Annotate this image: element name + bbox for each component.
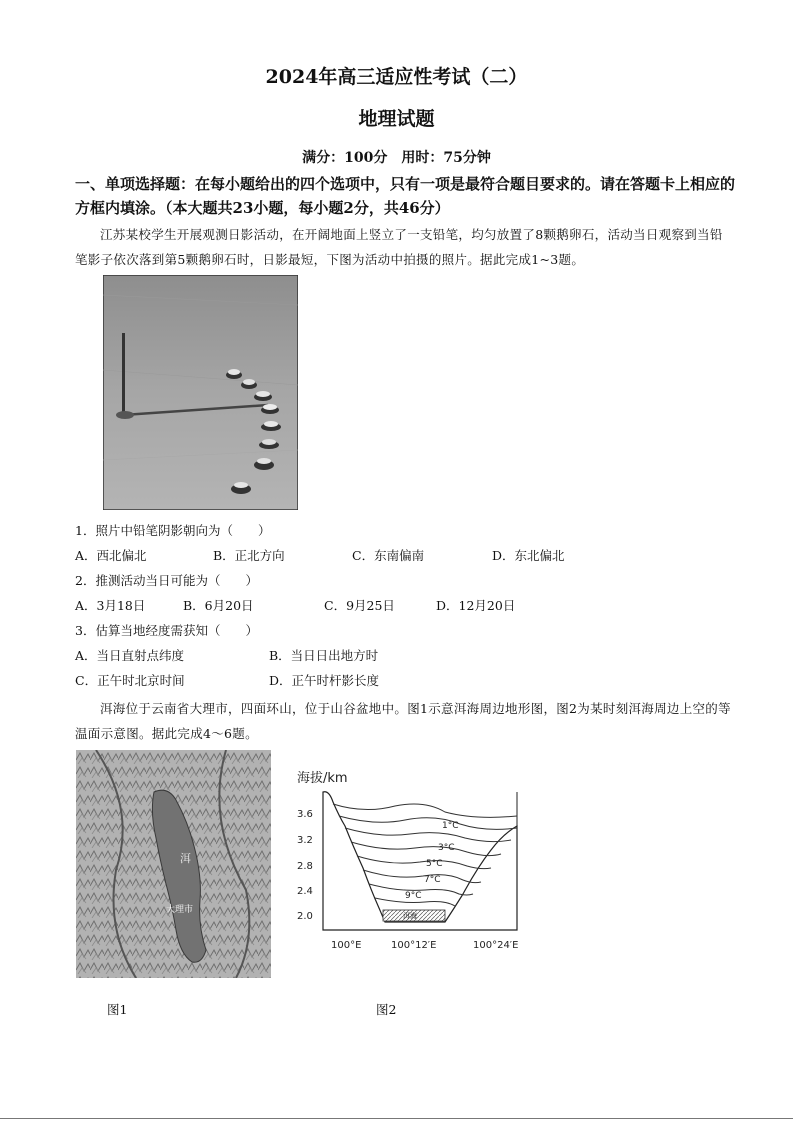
isotherm-label: 7°C <box>424 875 441 885</box>
y-axis-label: 海拔/km <box>297 771 348 786</box>
exam-meta: 满分：100分 用时：75分钟 <box>302 150 491 166</box>
isotherm-label: 9°C <box>405 891 422 901</box>
q3-option-c[interactable]: C．正午时北京时间 <box>75 673 185 688</box>
shadow-photo <box>103 275 298 510</box>
q1-option-b[interactable]: B．正北方向 <box>213 548 285 563</box>
q2-option-b[interactable]: B．6月20日 <box>183 598 254 613</box>
q3-option-d[interactable]: D．正午时杆影长度 <box>269 673 380 688</box>
q2-options <box>0 596 793 616</box>
section-heading: 一、单项选择题：在每小题给出的四个选项中，只有一项是最符合题目要求的。请在答题卡上相应的方框内填涂。（本大题共23小题，每小题2分，共46分） <box>75 175 736 217</box>
figure-2-caption: 图2 <box>376 1002 397 1017</box>
q3-option-a[interactable]: A．当日直射点纬度 <box>75 648 185 663</box>
isotherm-label: 3°C <box>438 843 455 853</box>
q2-stem: 2．推测活动当日可能为（ ） <box>75 573 258 588</box>
figure-2-chart <box>295 764 535 960</box>
passage-1: 江苏某校学生开展观测日影活动，在开阔地面上竖立了一支铅笔，均匀放置了8颗鹅卵石，活动当日观察到当铅笔影子依次落到第5颗鹅卵石时，日影最短，下图为活动中拍摄的照片。据此完成1~3题。 <box>75 227 723 267</box>
y-tick: 3.2 <box>297 835 313 846</box>
x-tick: 100°12′E <box>391 940 437 951</box>
y-tick: 2.4 <box>297 886 313 897</box>
isotherm-label: 5°C <box>426 859 443 869</box>
figure-1-map <box>76 750 271 978</box>
lake-label: 洱 <box>180 852 191 865</box>
q1-options <box>0 546 793 566</box>
exam-title: 2024年高三适应性考试（二） <box>265 66 528 88</box>
x-tick: 100°E <box>331 940 362 951</box>
q3-options-row2 <box>0 671 793 691</box>
y-tick: 3.6 <box>297 809 313 820</box>
q1-option-c[interactable]: C．东南偏南 <box>352 548 425 563</box>
page-bottom-rule <box>0 1118 793 1119</box>
q3-stem: 3．估算当地经度需获知（ ） <box>75 623 258 638</box>
q1-option-a[interactable]: A．西北偏北 <box>75 548 147 563</box>
valley-terrain <box>323 792 517 930</box>
q2-option-c[interactable]: C．9月25日 <box>324 598 395 613</box>
q2-option-a[interactable]: A．3月18日 <box>75 598 146 613</box>
q2-option-d[interactable]: D．12月20日 <box>436 598 516 613</box>
subject-title: 地理试题 <box>358 108 435 130</box>
q3-options-row1 <box>0 646 793 666</box>
y-tick: 2.0 <box>297 911 313 922</box>
figure-1-caption: 图1 <box>107 1002 128 1017</box>
isotherm-label: 1°C <box>442 821 459 831</box>
q1-stem: 1．照片中铅笔阴影朝向为（ ） <box>75 523 271 538</box>
x-tick: 100°24′E <box>473 940 519 951</box>
pencil <box>122 333 125 415</box>
q3-option-b[interactable]: B．当日日出地方时 <box>269 648 379 663</box>
lake-label-fig2: 洱海 <box>403 912 417 920</box>
q1-option-d[interactable]: D．东北偏北 <box>492 548 565 563</box>
city-label: 大理市 <box>166 905 194 915</box>
passage-2: 洱海位于云南省大理市，四面环山，位于山谷盆地中。图1示意洱海周边地形图，图2为某时刻洱海周边上空的等温面示意图。据此完成4～6题。 <box>75 701 731 741</box>
y-tick: 2.8 <box>297 861 313 872</box>
